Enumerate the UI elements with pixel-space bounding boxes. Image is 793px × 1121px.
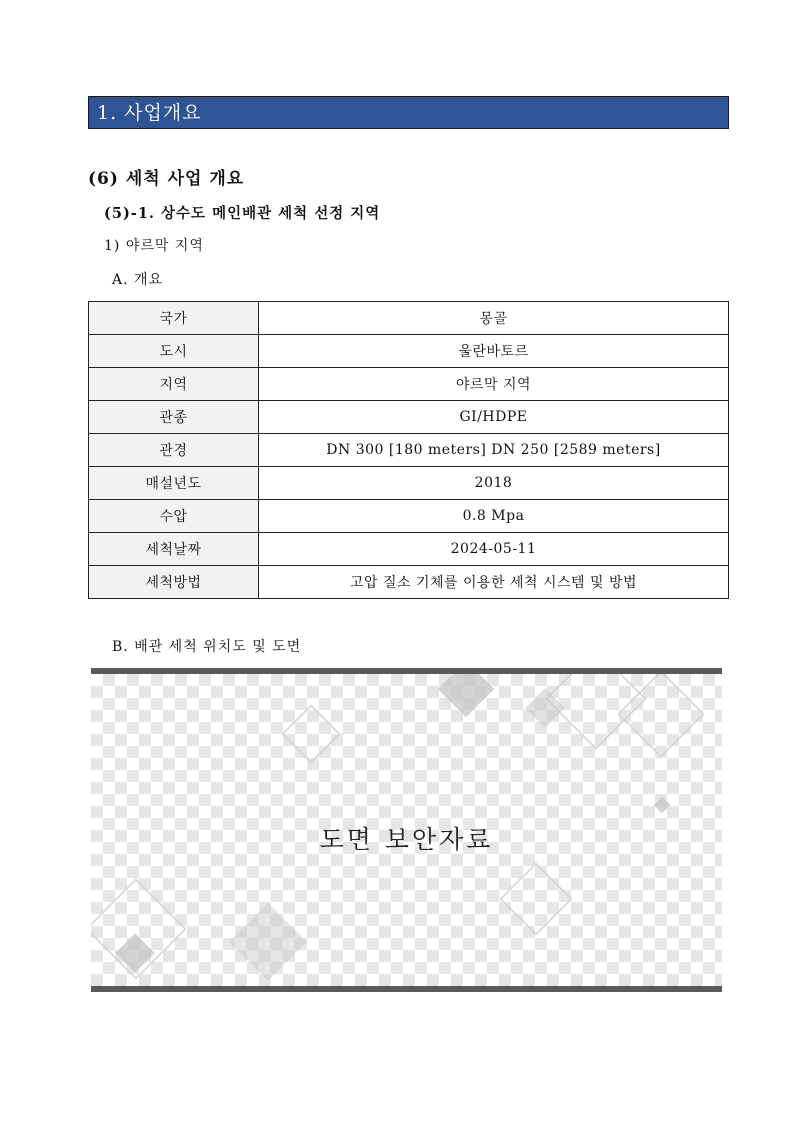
row-value-install-year: 2018	[259, 467, 729, 500]
drawing-caption: 도면 보안자료	[319, 825, 494, 854]
drawing-placeholder-image	[91, 668, 722, 992]
row-value-cleaning-method: 고압 질소 기체를 이용한 세척 시스템 및 방법	[259, 566, 729, 599]
row-value-cleaning-date: 2024-05-11	[259, 533, 729, 566]
row-value-country: 몽골	[259, 302, 729, 335]
row-label-pipe-diameter: 관경	[89, 434, 259, 467]
table-row	[89, 467, 729, 500]
row-value-region: 야르막 지역	[259, 368, 729, 401]
table-row	[89, 401, 729, 434]
row-label-cleaning-method: 세척방법	[89, 566, 259, 599]
row-value-pipe-diameter: DN 300 [180 meters] DN 250 [2589 meters]	[259, 434, 729, 467]
overview-heading: A. 개요	[112, 272, 164, 288]
row-label-country: 국가	[89, 302, 259, 335]
table-row	[89, 302, 729, 335]
section-heading: (6) 세척 사업 개요	[88, 169, 245, 189]
table-row	[89, 566, 729, 599]
overview-table	[88, 301, 729, 599]
map-heading: B. 배관 세척 위치도 및 도면	[112, 639, 302, 655]
row-label-cleaning-date: 세척날짜	[89, 533, 259, 566]
section-banner: 1. 사업개요	[88, 96, 729, 129]
region-heading: 1) 야르막 지역	[104, 238, 204, 254]
table-row	[89, 368, 729, 401]
row-label-pipe-type: 관종	[89, 401, 259, 434]
table-row	[89, 434, 729, 467]
row-value-city: 울란바토르	[259, 335, 729, 368]
row-label-city: 도시	[89, 335, 259, 368]
row-label-install-year: 매설년도	[89, 467, 259, 500]
row-label-region: 지역	[89, 368, 259, 401]
row-value-water-pressure: 0.8 Mpa	[259, 500, 729, 533]
row-value-pipe-type: GI/HDPE	[259, 401, 729, 434]
table-row	[89, 533, 729, 566]
table-row	[89, 500, 729, 533]
table-row	[89, 335, 729, 368]
subsection-heading: (5)-1. 상수도 메인배관 세척 선정 지역	[104, 205, 381, 222]
row-label-water-pressure: 수압	[89, 500, 259, 533]
